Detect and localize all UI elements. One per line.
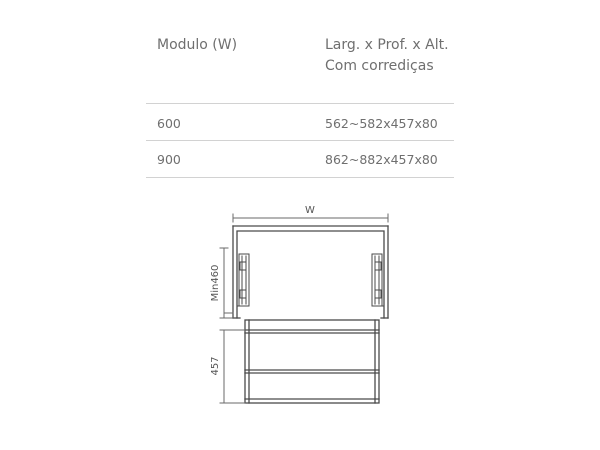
cabinet-carcass xyxy=(233,226,388,318)
drawer-body xyxy=(245,320,379,403)
depth-dimension xyxy=(220,330,245,403)
left-slide-mechanism xyxy=(237,254,249,306)
min-height-label: Min460 xyxy=(210,264,221,302)
right-slide-mechanism xyxy=(372,254,384,306)
row-900-dimensions: 862~882x457x80 xyxy=(325,152,438,167)
min-height-dimension xyxy=(220,248,233,318)
row-600-dimensions: 562~582x457x80 xyxy=(325,116,438,131)
width-label: W xyxy=(305,205,315,216)
header-dimensions-line1: Larg. x Prof. x Alt. xyxy=(325,37,449,53)
header-dimensions-line2: Com corrediças xyxy=(325,58,434,74)
row-600-model: 600 xyxy=(157,116,181,131)
header-model: Modulo (W) xyxy=(157,37,238,53)
depth-label: 457 xyxy=(210,356,221,376)
row-900-model: 900 xyxy=(157,152,181,167)
